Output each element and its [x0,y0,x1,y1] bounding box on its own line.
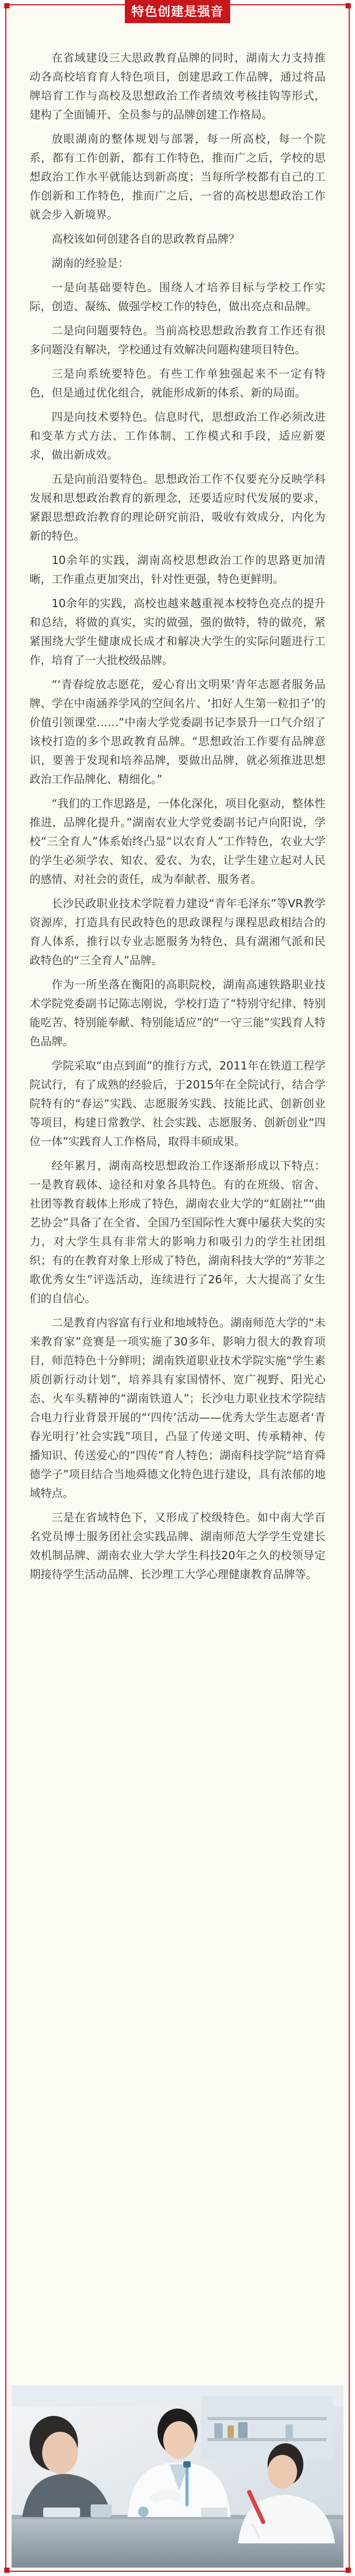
article-paragraph: 二是教育内容富有行业和地域特色。湖南师范大学的“未来教育家”竞赛是一项实施了30多年、影响力很大的教育项目，师范特色十分鲜明；湖南铁道职业技术学院实施“学生素质创新行动计划”，培养具有家国情怀、宽广视野、阳光心态、火车头精神的“湖南铁道人”；长沙电力职业技术学院结合电力行业背景开展的“‘四传’活动——优秀大学生志愿者‘青春光明行’社会实践”项目，凸显了传递文明、传承精神、传播知识、传送爱心的“四传”育人特色；湖南科技学院“培育舜德学子”项目结合当地舜德文化特色进行建设，具有浓郁的地域特点。 [29,1316,326,1500]
article-paragraph: 五是向前沿要特色。思想政治工作不仅要充分反映学科发展和思想政治教育的新理念，还要适应时代发展的要求，紧跟思想政治教育的理论研究前沿，吸收有效成分，内化为新的特色。 [29,473,326,542]
frame-corner-ornament [4,3,9,8]
article-paragraph: 作为一所坐落在衡阳的高职院校，湖南高速铁路职业技术学院党委副书记陈志刚说，学校打造了“特别守纪律、特别能吃苦、特别能奉献、特别能适应”的“一守三能”实践育人特色品牌。 [29,978,326,1048]
article-paragraph: “‘青春绽放志愿花，爱心育出文明果’青年志愿者服务品牌、学在中南涵养学风的空间名片、‘扣好人生第一粒扣子’的价值引领课堂……”中南大学党委副书记李景升一口气介绍了该校打造的多个思政教育品牌。“思想政治工作要有品牌意识，要善于发现和培养品牌，要做出品牌，就必须推进思想政治工作品牌化、精细化。” [29,678,326,786]
article-paragraph: 湖南的经验是： [52,257,129,270]
article-paragraph: 四是向技术要特色。信息时代，思想政治工作必须改进和变革方式方法、工作体制、工作模式和手段，适应新要求，做出新成效。 [29,411,326,461]
article-paragraph: 学院采取“由点到面”的推行方式，2011年在铁道工程学院试行，有了成熟的经验后，于2015年在全院试行，结合学院特有的“春运”实践、志愿服务实践、技能比武、创新创业等项目，构建日常教学、社会实践、志愿服务、创新创业“四位一体”实践育人工作格局，取得丰硕成果。 [29,1059,326,1148]
article-paragraph: 10余年的实践，高校也越来越重视本校特色亮点的提升和总结，将做的真实，实的做强，强的做特，特的做亮，紧紧围绕大学生健康成长成才和解决大学生的实际问题进行工作，培育了一大批校级品牌。 [29,597,326,667]
article-paragraph: 三是向系统要特色。有些工作单独强起来不一定有特色，但是通过优化组合，就能形成新的体系、新的局面。 [29,368,326,399]
frame-corner-ornament [346,2568,351,2573]
article-paragraph: 在省域建设三大思政教育品牌的同时，湖南大力支持推动各高校培育育人特色项目，创建思政工作品牌，通过将品牌培育工作与高校及思想政治工作者绩效考核挂钩等形式，建构了全面铺开、全员参与的品牌创建工作格局。 [29,52,326,121]
article-paragraph: 10余年的实践，湖南高校思想政治工作的思路更加清晰，工作重点更加突出，针对性更强，特色更鲜明。 [29,554,326,586]
article-paragraph: 二是向问题要特色。当前高校思想政治教育工作还有很多问题没有解决，学校通过有效解决问题构建项目特色。 [29,324,326,356]
frame-corner-ornament [346,3,351,8]
lab-photo [12,2385,343,2568]
article-paragraph: 经年累月，湖南高校思想政治工作逐渐形成以下特点：一是教育载体、途径和对象各具特色。有的在班级、宿舍、社团等教育载体上形成了特色，湖南农业大学的“虹剧社”“曲艺协会”具备了在全省、全国乃至国际性大赛中屡获大奖的实力，对大学生具有非常大的影响力和吸引力的学生社团组织；有的在教育对象上形成了特色，湖南科技大学的“芳菲之歌优秀女生”评选活动，连续进行了26年，大大提高了女生们的自信心。 [29,1160,326,1305]
article-paragraph: “我们的工作思路是，一体化深化，项目化驱动，整体性推进，品牌化提升。”湖南农业大学党委副书记卢向阳说，学校“三全育人”体系始终凸显“以农育人”工作特色，农业大学的学生必须学农、知农、爱农、为农，让学生建立起对人民的感情、对社会的责任，成为奉献者、服务者。 [29,797,326,886]
lab-photo-illustration [12,2385,343,2568]
article-paragraph: 高校该如何创建各自的思政教育品牌？ [52,233,240,245]
article-paragraph: 三是在省域特色下，又形成了校级特色。如中南大学百名党员博士服务团社会实践品牌、湖南师范大学学生党建长效机制品牌、湖南农业大学大学生科技20年之久的校领导定期接待学生活动品牌、长沙理工大学心理健康教育品牌等。 [29,1511,326,1581]
article-paragraph: 长沙民政职业技术学院着力建设“青年毛泽东”等VR教学资源库，打造具有民政特色的思政课程与课程思政相结合的育人体系，推行以专业志愿服务为特色、具有湖湘气派和民政特色的“三全育人”品牌。 [29,897,326,967]
article-paragraph: 一是向基础要特色。围绕人才培养目标与学校工作实际，创造、凝练、做强学校工作的特色，做出亮点和品牌。 [29,281,326,313]
article-paragraph: 放眼湖南的整体规划与部署，每一所高校，每一个院系，都有工作创新，都有工作特色，推而广之后，学校的思想政治工作水平就能达到新高度；当每所学校都有自己的工作创新和工作特色，推而广之后，一省的高校思想政治工作就会步入新境界。 [29,133,326,221]
article-body [29,48,326,1589]
section-title-badge: 特色创建是强音 [125,0,230,23]
frame-corner-ornament [4,2568,9,2573]
